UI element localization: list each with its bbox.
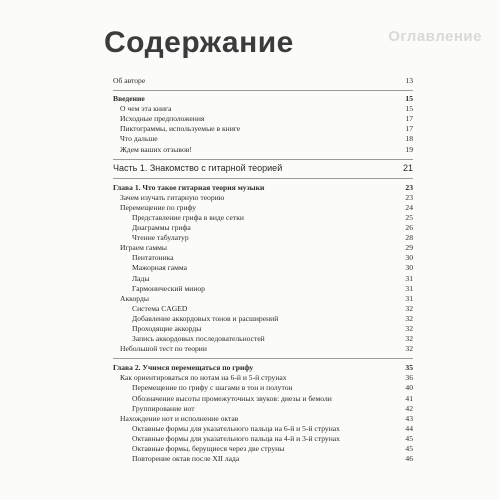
toc-entry-label: Аккорды: [120, 293, 149, 303]
toc-chapter-heading: [113, 363, 413, 373]
toc-page-number: 42: [405, 403, 413, 413]
toc-page-number: 25: [405, 212, 413, 222]
toc-entry-label: Глава 2. Учимся перемещаться по грифу: [113, 363, 254, 373]
toc-page-number: 40: [405, 383, 413, 393]
toc-page-number: 13: [405, 76, 413, 85]
toc-entry-label: Пиктограммы, используемые в книге: [120, 124, 241, 134]
toc-page-number: 15: [405, 104, 413, 114]
toc-entry-label: Исходные предположения: [120, 114, 205, 124]
toc-entry-label: Октавные формы, берущиеся через две струны: [132, 444, 285, 453]
toc-entry: [113, 294, 413, 304]
toc-entry-label: Обозначение высоты промежуточных звуков: диезы и бемоли: [132, 393, 332, 403]
toc-entry-label: Повторение октав после XII лада: [132, 454, 240, 464]
toc-page-number: 18: [405, 134, 413, 144]
toc-entry-label: Чтение табулатур: [132, 233, 189, 243]
toc-page-number: 32: [405, 303, 413, 313]
section-divider: [113, 90, 413, 91]
toc-part-heading: [113, 162, 413, 174]
toc-subentry: [113, 383, 413, 393]
toc-chapter-heading: [113, 183, 413, 193]
toc-page-number: 46: [405, 454, 413, 464]
toc-page-number: 45: [405, 444, 413, 453]
toc-subentry: [113, 334, 413, 344]
toc-entry-label: Октавные формы для указательного пальца на 6-й и 5-й струнах: [132, 423, 340, 433]
toc-entry-label: Как ориентироваться по нотам на 6-й и 5-й струнах: [120, 373, 287, 383]
toc-entry: [113, 114, 413, 124]
toc-entry-label: Мажорная гамма: [132, 263, 188, 273]
toc-subentry: [113, 223, 413, 233]
toc-entry-label: Проходящие аккорды: [132, 323, 202, 333]
section-divider: [113, 358, 413, 359]
toc-page-number: 35: [405, 363, 413, 373]
toc-page-number: 43: [405, 413, 413, 423]
toc-page-number: 36: [405, 373, 413, 383]
page-title: Содержание: [104, 26, 294, 59]
toc-entry: [113, 76, 413, 86]
toc-entry-label: Что дальше: [120, 134, 158, 144]
toc-subentry: [113, 233, 413, 243]
toc-entry-label: Система CAGED: [132, 303, 188, 313]
toc-entry-label: Об авторе: [113, 76, 146, 85]
toc-entry: [113, 243, 413, 253]
section-divider: [113, 178, 413, 179]
toc-entry-label: Часть 1. Знакомство с гитарной теорией: [113, 162, 283, 173]
toc-subentry: [113, 394, 413, 404]
toc-entry-label: Зачем изучать гитарную теорию: [120, 192, 225, 202]
toc-entry: [113, 373, 413, 383]
toc-subentry: [113, 314, 413, 324]
toc-entry: [113, 414, 413, 424]
toc-entry-label: Небольшой тест по теории: [120, 344, 207, 354]
toc-page-number: 19: [405, 144, 413, 154]
toc-entry-label: Играем гаммы: [120, 243, 168, 253]
toc-subentry: [113, 444, 413, 454]
toc-entry-label: Группирование нот: [132, 403, 195, 413]
toc-entry: [113, 145, 413, 155]
toc-entry-label: Перемещение по грифу с шагами в тон и полутон: [132, 383, 293, 393]
ghost-heading-bleed: Оглавление: [388, 28, 482, 45]
table-of-contents: [113, 76, 413, 464]
toc-entry-label: Представление грифа в виде сетки: [132, 212, 244, 222]
toc-entry: [113, 104, 413, 114]
toc-page-number: 30: [405, 253, 413, 263]
toc-entry: [113, 193, 413, 203]
toc-entry-label: Нахождение нот и исполнение октав: [120, 413, 239, 423]
toc-page-number: 24: [405, 202, 413, 212]
toc-entry: [113, 124, 413, 134]
toc-page-number: 30: [405, 263, 413, 273]
toc-page-number: 45: [405, 433, 413, 443]
toc-entry-label: Глава 1. Что такое гитарная теория музыки: [113, 182, 265, 192]
toc-page-number: 32: [405, 344, 413, 354]
toc-page-number: 15: [405, 94, 413, 104]
toc-page-number: 32: [405, 313, 413, 323]
toc-page-number: 44: [405, 423, 413, 433]
toc-entry-label: О чем эта книга: [120, 104, 172, 114]
toc-page-number: 31: [405, 273, 413, 283]
toc-page-number: 28: [405, 233, 413, 243]
toc-page-number: 41: [405, 393, 413, 403]
toc-subentry: [113, 253, 413, 263]
toc-page-number: 21: [402, 162, 413, 173]
toc-entry: [113, 203, 413, 213]
toc-page-number: 32: [405, 334, 413, 344]
toc-entry-label: Октавные формы для указательного пальца на 4-й и 3-й струнах: [132, 433, 340, 443]
toc-page-number: 31: [405, 283, 413, 293]
toc-subentry: [113, 304, 413, 314]
toc-subentry: [113, 284, 413, 294]
toc-entry-label: Добавление аккордовых тонов и расширений: [132, 313, 279, 323]
toc-entry-label: Диаграммы грифа: [132, 223, 191, 233]
toc-page-number: 26: [405, 223, 413, 233]
toc-subentry: [113, 404, 413, 414]
toc-entry: [113, 134, 413, 144]
toc-entry-label: Перемещение по грифу: [120, 202, 197, 212]
toc-subentry: [113, 274, 413, 284]
toc-entry-label: Ждем ваших отзывов!: [120, 144, 192, 154]
toc-subentry: [113, 454, 413, 464]
toc-section-heading: [113, 94, 413, 104]
toc-subentry: [113, 434, 413, 444]
toc-subentry: [113, 324, 413, 334]
toc-page-number: 23: [405, 182, 413, 192]
toc-subentry: [113, 424, 413, 434]
toc-entry-label: Запись аккордовых последовательностей: [132, 334, 265, 344]
section-divider: [113, 159, 413, 160]
toc-page-number: 17: [405, 124, 413, 134]
toc-page-number: 32: [405, 323, 413, 333]
toc-entry-label: Пентатоника: [132, 253, 174, 263]
toc-entry: [113, 344, 413, 354]
toc-subentry: [113, 213, 413, 223]
toc-page-number: 31: [405, 293, 413, 303]
toc-subentry: [113, 263, 413, 273]
toc-page-number: 29: [405, 243, 413, 253]
toc-page-number: 17: [405, 114, 413, 124]
toc-entry-label: Гармонический минор: [132, 283, 205, 293]
toc-entry-label: Лады: [132, 273, 150, 283]
toc-entry-label: Введение: [113, 94, 145, 104]
toc-page-number: 23: [405, 192, 413, 202]
